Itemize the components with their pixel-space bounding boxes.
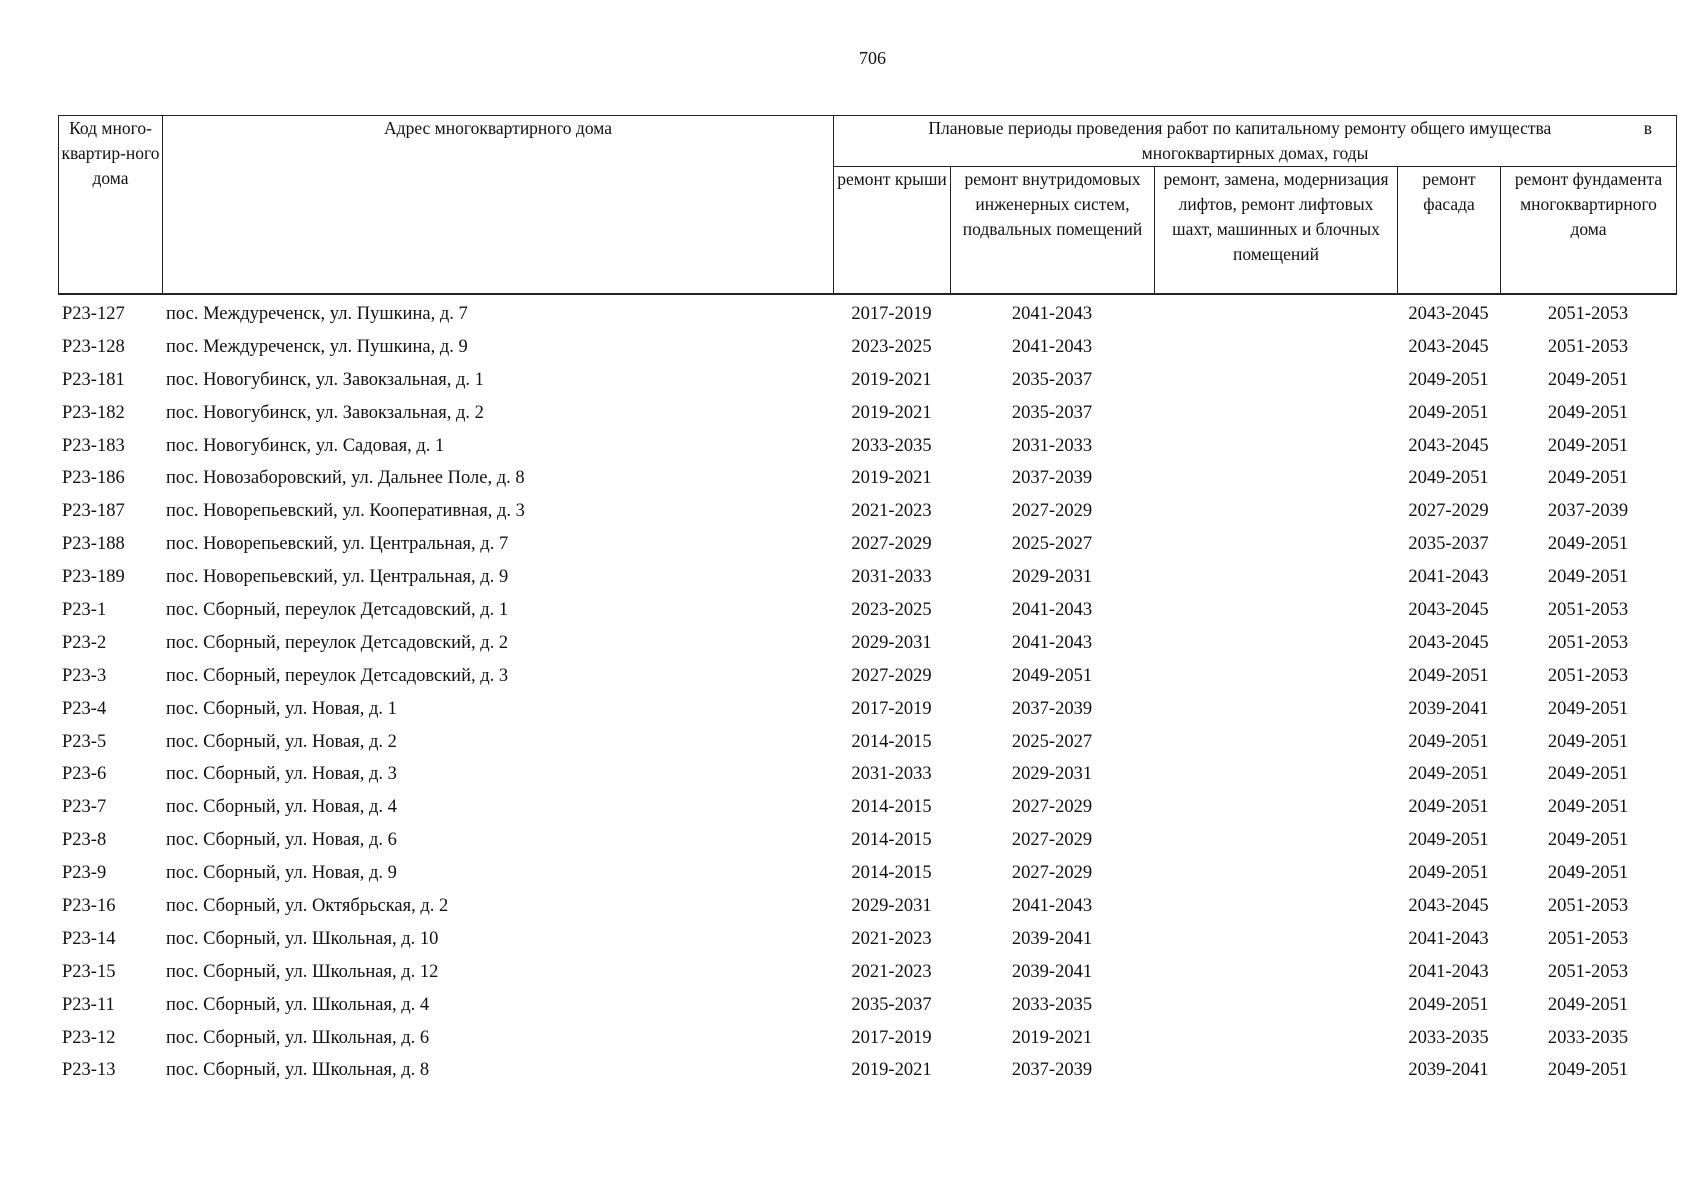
cell-facade: 2043-2045 (1408, 303, 1489, 324)
cell-address: пос. Сборный, переулок Детсадовский, д. 2 (166, 632, 509, 653)
cell-elevators (1154, 726, 1397, 759)
cell-code: Р23-189 (62, 567, 125, 588)
cell-roof: 2014-2015 (851, 797, 932, 818)
cell-roof: 2031-2033 (851, 764, 932, 785)
cell-code: Р23-13 (62, 1060, 116, 1081)
cell-address: пос. Новогубинск, ул. Завокзальная, д. 2 (166, 402, 484, 423)
cell-address: пос. Сборный, ул. Октябрьская, д. 2 (166, 895, 449, 916)
cell-roof: 2029-2031 (851, 632, 932, 653)
cell-facade: 2049-2051 (1408, 863, 1489, 884)
cell-address: пос. Сборный, ул. Новая, д. 9 (166, 863, 397, 884)
cell-elevators (1154, 857, 1397, 890)
cell-facade: 2049-2051 (1408, 797, 1489, 818)
cell-facade: 2041-2043 (1408, 961, 1489, 982)
table-row (58, 331, 1676, 364)
header-roof: ремонт крыши (834, 167, 951, 295)
table-row (58, 364, 1676, 397)
cell-facade: 2043-2045 (1408, 895, 1489, 916)
cell-foundation: 2051-2053 (1547, 928, 1629, 949)
table-row (58, 528, 1676, 561)
cell-code: Р23-188 (62, 534, 125, 555)
cell-address: пос. Новорепьевский, ул. Центральная, д. 7 (166, 534, 509, 555)
cell-roof: 2021-2023 (851, 501, 932, 522)
cell-elevators (1154, 430, 1397, 463)
header-group-title-line2: многоквартирных домах, годы (1141, 143, 1369, 163)
cell-engineering: 2019-2021 (1011, 1027, 1093, 1048)
cell-foundation: 2049-2051 (1547, 731, 1629, 752)
cell-code: Р23-16 (62, 895, 116, 916)
cell-engineering: 2041-2043 (1011, 303, 1093, 324)
cell-elevators (1154, 627, 1397, 660)
cell-foundation: 2051-2053 (1547, 599, 1629, 620)
cell-code: Р23-4 (62, 698, 107, 719)
cell-foundation: 2051-2053 (1547, 665, 1629, 686)
cell-code: Р23-15 (62, 961, 116, 982)
table-row (58, 397, 1676, 430)
cell-roof: 2035-2037 (851, 994, 932, 1015)
table-row (58, 660, 1676, 693)
table-row (58, 890, 1676, 923)
cell-roof: 2019-2021 (851, 402, 932, 423)
cell-foundation: 2051-2053 (1547, 336, 1629, 357)
table-row (58, 561, 1676, 594)
cell-facade: 2033-2035 (1408, 1027, 1489, 1048)
cell-engineering: 2029-2031 (1011, 567, 1093, 588)
header-group-title-line1: Плановые периоды проведения работ по капитальному ремонту общего имущества (928, 118, 1552, 138)
cell-address: пос. Новорепьевский, ул. Центральная, д. 9 (166, 567, 509, 588)
cell-engineering: 2037-2039 (1011, 698, 1093, 719)
cell-roof: 2021-2023 (851, 961, 932, 982)
cell-facade: 2043-2045 (1408, 336, 1489, 357)
cell-engineering: 2037-2039 (1011, 468, 1093, 489)
cell-facade: 2027-2029 (1408, 501, 1489, 522)
cell-elevators (1154, 397, 1397, 430)
cell-engineering: 2039-2041 (1011, 928, 1093, 949)
cell-roof: 2023-2025 (851, 599, 932, 620)
cell-facade: 2035-2037 (1408, 534, 1489, 555)
table-row (58, 693, 1676, 726)
cell-elevators (1154, 528, 1397, 561)
cell-facade: 2049-2051 (1408, 994, 1489, 1015)
cell-code: Р23-12 (62, 1027, 116, 1048)
cell-code: Р23-181 (62, 369, 125, 390)
cell-address: пос. Междуреченск, ул. Пушкина, д. 7 (166, 303, 468, 324)
cell-elevators (1154, 824, 1397, 857)
cell-code: Р23-9 (62, 863, 107, 884)
table-row (58, 594, 1676, 627)
cell-code: Р23-182 (62, 402, 125, 423)
cell-elevators (1154, 331, 1397, 364)
cell-roof: 2019-2021 (851, 468, 932, 489)
cell-elevators (1154, 495, 1397, 528)
table-row (58, 298, 1676, 331)
cell-code: Р23-127 (62, 303, 125, 324)
cell-engineering: 2025-2027 (1011, 534, 1093, 555)
cell-roof: 2019-2021 (851, 1060, 932, 1081)
cell-foundation: 2051-2053 (1547, 895, 1629, 916)
table-row (58, 1054, 1676, 1087)
cell-code: Р23-1 (62, 599, 107, 620)
cell-code: Р23-11 (62, 994, 115, 1015)
header-group-title-tail: в (1643, 118, 1652, 138)
cell-facade: 2043-2045 (1408, 632, 1489, 653)
cell-foundation: 2051-2053 (1547, 303, 1629, 324)
cell-roof: 2014-2015 (851, 731, 932, 752)
cell-roof: 2021-2023 (851, 928, 932, 949)
header-foundation: ремонт фундамента многоквартирного дома (1501, 167, 1677, 295)
cell-engineering: 2027-2029 (1011, 501, 1093, 522)
cell-elevators (1154, 890, 1397, 923)
cell-address: пос. Сборный, ул. Новая, д. 2 (166, 731, 397, 752)
table-body (58, 298, 1676, 1087)
cell-foundation: 2051-2053 (1547, 961, 1629, 982)
cell-engineering: 2027-2029 (1011, 863, 1093, 884)
cell-code: Р23-8 (62, 830, 107, 851)
cell-elevators (1154, 594, 1397, 627)
cell-code: Р23-6 (62, 764, 107, 785)
header-elevators: ремонт, замена, модернизация лифтов, ремонт лифтовых шахт, машинных и блочных помещений (1155, 167, 1398, 295)
cell-engineering: 2029-2031 (1011, 764, 1093, 785)
table-row (58, 791, 1676, 824)
cell-foundation: 2037-2039 (1547, 501, 1629, 522)
cell-code: Р23-128 (62, 336, 125, 357)
cell-elevators (1154, 693, 1397, 726)
cell-address: пос. Сборный, ул. Школьная, д. 10 (166, 928, 439, 949)
cell-elevators (1154, 956, 1397, 989)
cell-engineering: 2033-2035 (1011, 994, 1093, 1015)
cell-facade: 2049-2051 (1408, 665, 1489, 686)
table-row (58, 462, 1676, 495)
cell-foundation: 2049-2051 (1547, 534, 1629, 555)
table-row (58, 1022, 1676, 1055)
cell-facade: 2039-2041 (1408, 698, 1489, 719)
table-row (58, 857, 1676, 890)
header-engineering: ремонт внутридомовых инженерных систем, подвальных помещений (951, 167, 1155, 295)
cell-address: пос. Сборный, переулок Детсадовский, д. 3 (166, 665, 509, 686)
cell-facade: 2049-2051 (1408, 764, 1489, 785)
cell-roof: 2014-2015 (851, 830, 932, 851)
cell-roof: 2023-2025 (851, 336, 932, 357)
cell-roof: 2017-2019 (851, 303, 932, 324)
cell-facade: 2049-2051 (1408, 731, 1489, 752)
cell-roof: 2027-2029 (851, 665, 932, 686)
cell-elevators (1154, 364, 1397, 397)
cell-facade: 2043-2045 (1408, 435, 1489, 456)
cell-address: пос. Новогубинск, ул. Завокзальная, д. 1 (166, 369, 484, 390)
cell-foundation: 2049-2051 (1547, 468, 1629, 489)
cell-foundation: 2049-2051 (1547, 402, 1629, 423)
cell-elevators (1154, 660, 1397, 693)
cell-engineering: 2039-2041 (1011, 961, 1093, 982)
cell-elevators (1154, 989, 1397, 1022)
cell-facade: 2041-2043 (1408, 928, 1489, 949)
table-row (58, 989, 1676, 1022)
cell-address: пос. Сборный, ул. Новая, д. 3 (166, 764, 397, 785)
cell-elevators (1154, 298, 1397, 331)
cell-address: пос. Междуреченск, ул. Пушкина, д. 9 (166, 336, 468, 357)
table-row (58, 758, 1676, 791)
cell-engineering: 2025-2027 (1011, 731, 1093, 752)
cell-engineering: 2031-2033 (1011, 435, 1093, 456)
cell-address: пос. Сборный, ул. Новая, д. 1 (166, 698, 397, 719)
cell-roof: 2029-2031 (851, 895, 932, 916)
header-group-title (834, 116, 1677, 167)
cell-roof: 2014-2015 (851, 863, 932, 884)
table-row (58, 430, 1676, 463)
cell-facade: 2041-2043 (1408, 567, 1489, 588)
cell-facade: 2049-2051 (1408, 402, 1489, 423)
cell-engineering: 2037-2039 (1011, 1060, 1093, 1081)
cell-foundation: 2033-2035 (1547, 1027, 1629, 1048)
cell-elevators (1154, 791, 1397, 824)
cell-address: пос. Сборный, ул. Школьная, д. 12 (166, 961, 439, 982)
table-row (58, 956, 1676, 989)
cell-foundation: 2049-2051 (1547, 764, 1629, 785)
cell-elevators (1154, 561, 1397, 594)
cell-facade: 2043-2045 (1408, 599, 1489, 620)
cell-engineering: 2035-2037 (1011, 402, 1093, 423)
cell-facade: 2049-2051 (1408, 830, 1489, 851)
header-code: Код много-квартир-ного дома (59, 116, 163, 295)
table-row (58, 726, 1676, 759)
cell-code: Р23-183 (62, 435, 125, 456)
cell-address: пос. Сборный, ул. Школьная, д. 6 (166, 1027, 430, 1048)
cell-engineering: 2041-2043 (1011, 599, 1093, 620)
table-row (58, 495, 1676, 528)
cell-facade: 2049-2051 (1408, 468, 1489, 489)
cell-address: пос. Сборный, ул. Школьная, д. 4 (166, 994, 430, 1015)
header-address: Адрес многоквартирного дома (163, 116, 834, 295)
cell-engineering: 2041-2043 (1011, 895, 1093, 916)
cell-code: Р23-5 (62, 731, 107, 752)
cell-engineering: 2041-2043 (1011, 336, 1093, 357)
cell-elevators (1154, 758, 1397, 791)
cell-code: Р23-14 (62, 928, 116, 949)
cell-foundation: 2049-2051 (1547, 830, 1629, 851)
cell-facade: 2039-2041 (1408, 1060, 1489, 1081)
cell-address: пос. Сборный, переулок Детсадовский, д. 1 (166, 599, 509, 620)
cell-code: Р23-7 (62, 797, 107, 818)
cell-facade: 2049-2051 (1408, 369, 1489, 390)
cell-engineering: 2027-2029 (1011, 830, 1093, 851)
page-number: 706 (859, 48, 886, 68)
cell-address: пос. Новозаборовский, ул. Дальнее Поле, д. 8 (166, 468, 525, 489)
cell-elevators (1154, 462, 1397, 495)
cell-foundation: 2049-2051 (1547, 797, 1629, 818)
table-row (58, 923, 1676, 956)
cell-elevators (1154, 923, 1397, 956)
cell-engineering: 2035-2037 (1011, 369, 1093, 390)
cell-address: пос. Новорепьевский, ул. Кооперативная, д. 3 (166, 501, 525, 522)
cell-elevators (1154, 1054, 1397, 1087)
cell-roof: 2019-2021 (851, 369, 932, 390)
cell-roof: 2027-2029 (851, 534, 932, 555)
cell-foundation: 2049-2051 (1547, 994, 1629, 1015)
cell-roof: 2017-2019 (851, 698, 932, 719)
table-header (58, 115, 1677, 295)
header-facade: ремонт фасада (1398, 167, 1501, 295)
cell-foundation: 2049-2051 (1547, 863, 1629, 884)
table-row (58, 824, 1676, 857)
cell-address: пос. Новогубинск, ул. Садовая, д. 1 (166, 435, 445, 456)
cell-elevators (1154, 1022, 1397, 1055)
table-row (58, 627, 1676, 660)
cell-roof: 2033-2035 (851, 435, 932, 456)
cell-foundation: 2049-2051 (1547, 567, 1629, 588)
cell-foundation: 2051-2053 (1547, 632, 1629, 653)
cell-roof: 2017-2019 (851, 1027, 932, 1048)
cell-foundation: 2049-2051 (1547, 369, 1629, 390)
cell-foundation: 2049-2051 (1547, 698, 1629, 719)
cell-roof: 2031-2033 (851, 567, 932, 588)
cell-engineering: 2041-2043 (1011, 632, 1093, 653)
cell-address: пос. Сборный, ул. Новая, д. 6 (166, 830, 397, 851)
cell-address: пос. Сборный, ул. Школьная, д. 8 (166, 1060, 430, 1081)
cell-code: Р23-2 (62, 632, 107, 653)
cell-address: пос. Сборный, ул. Новая, д. 4 (166, 797, 397, 818)
cell-foundation: 2049-2051 (1547, 435, 1629, 456)
cell-code: Р23-187 (62, 501, 125, 522)
cell-engineering: 2027-2029 (1011, 797, 1093, 818)
cell-code: Р23-186 (62, 468, 125, 489)
cell-code: Р23-3 (62, 665, 107, 686)
cell-engineering: 2049-2051 (1011, 665, 1093, 686)
cell-foundation: 2049-2051 (1547, 1060, 1629, 1081)
